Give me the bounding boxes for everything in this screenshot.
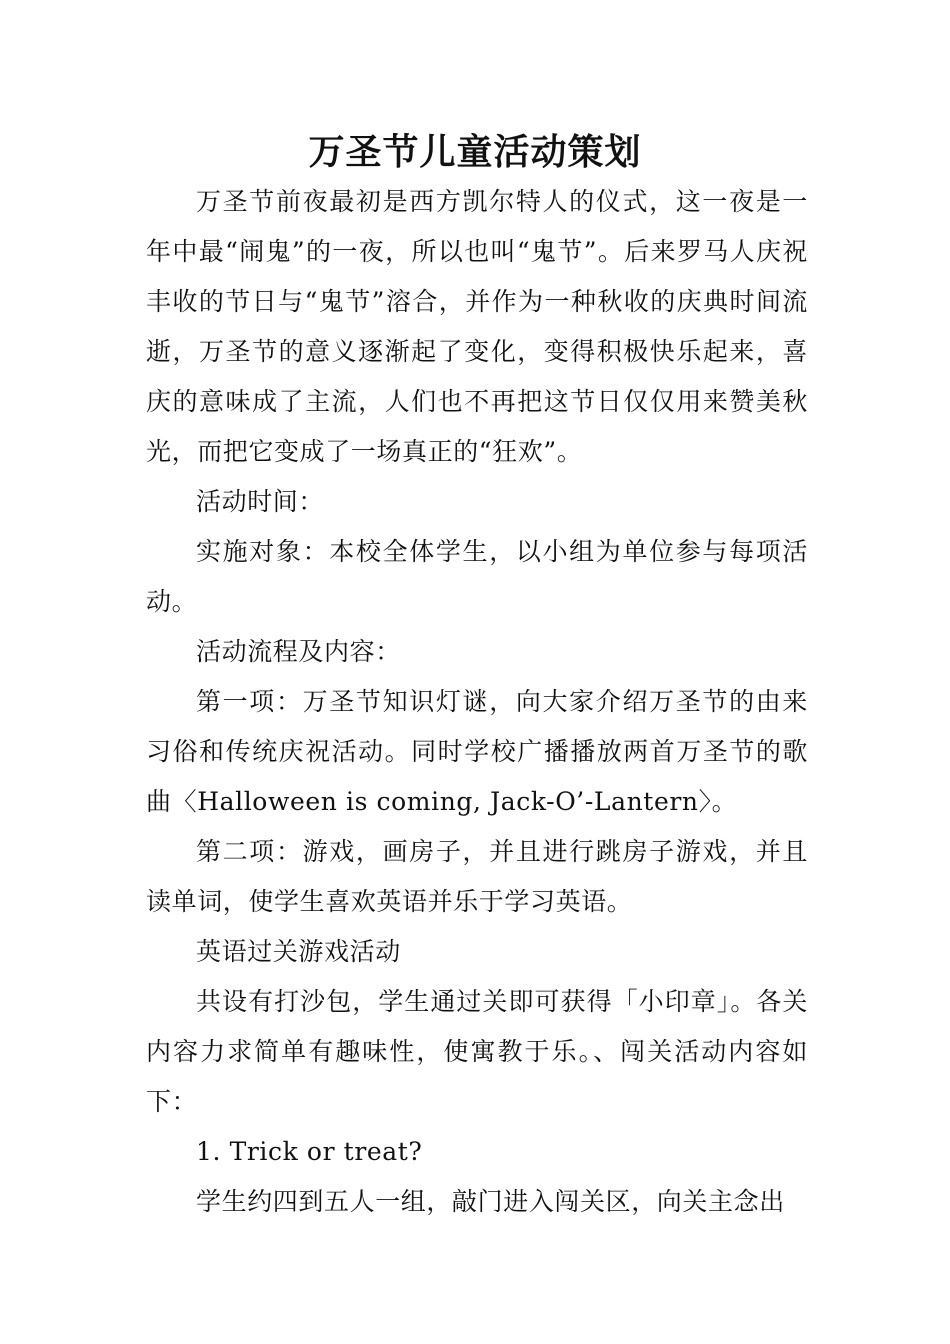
paragraph-item-two: 第二项：游戏，画房子，并且进行跳房子游戏，并且读单词，使学生喜欢英语并乐于学习英语。 [146, 837, 808, 916]
paragraph-english-games-heading: 英语过关游戏活动 [196, 937, 401, 966]
paragraph-process-heading: 活动流程及内容： [196, 637, 401, 666]
document-title: 万圣节儿童活动策划 [308, 131, 642, 173]
paragraph-item-one: 第一项：万圣节知识灯谜，向大家介绍万圣节的由来习俗和传统庆祝活动。同时学校广播播放两首万圣节的歌曲〈Halloween is coming, Jack-O’-Lantern〉。 [146, 687, 808, 816]
paragraph-games-description: 共设有打沙包，学生通过关即可获得「小印章」。各关内容力求简单有趣味性，使寓教于乐。、闯关活动内容如下： [146, 987, 808, 1116]
paragraph-target: 实施对象：本校全体学生，以小组为单位参与每项活动。 [146, 537, 808, 616]
paragraph-trick-or-treat: 1. Trick or treat? [196, 1137, 423, 1166]
paragraph-group-instructions: 学生约四到五人一组，敲门进入闯关区，向关主念出 [196, 1187, 785, 1216]
document-body [146, 177, 808, 1227]
paragraph-intro: 万圣节前夜最初是西方凯尔特人的仪式，这一夜是一年中最“闹鬼”的一夜，所以也叫“鬼节”。后来罗马人庆祝丰收的节日与“鬼节”溶合，并作为一种秋收的庆典时间流逝，万圣节的意义逐渐起了变化，变得积极快乐起来，喜庆的意味成了主流，人们也不再把这节日仅仅用来赞美秋光，而把它变成了一场真正的“狂欢”。 [146, 187, 808, 466]
paragraph-activity-time: 活动时间： [196, 487, 325, 516]
